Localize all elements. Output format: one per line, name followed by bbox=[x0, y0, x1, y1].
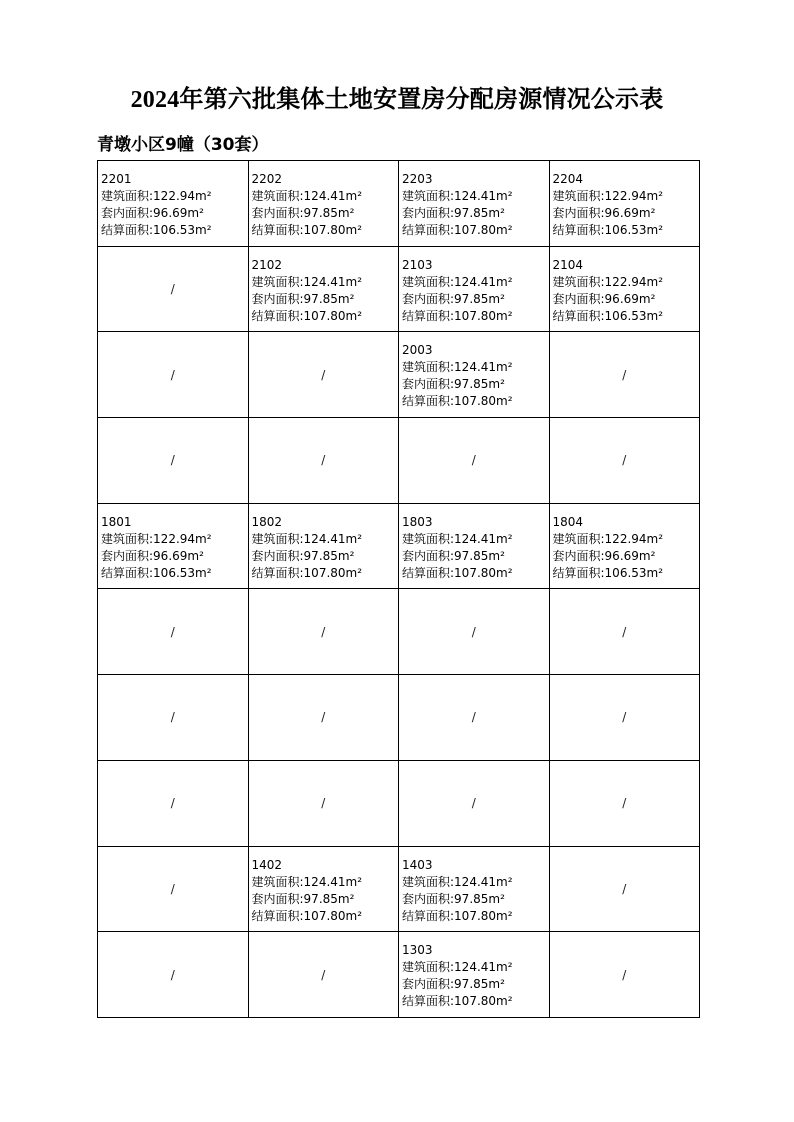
built-area: 建筑面积:122.94m² bbox=[552, 274, 664, 289]
empty-mark: / bbox=[622, 796, 627, 811]
empty-mark: / bbox=[622, 624, 627, 639]
settled-area: 结算面积:106.53m² bbox=[552, 308, 664, 323]
built-area: 建筑面积:124.41m² bbox=[402, 531, 513, 546]
empty-cell bbox=[549, 589, 700, 675]
settled-area: 结算面积:107.80m² bbox=[402, 908, 513, 923]
inner-area: 套内面积:97.85m² bbox=[251, 291, 355, 306]
empty-cell bbox=[549, 760, 700, 846]
settled-area: 结算面积:107.80m² bbox=[402, 223, 513, 237]
built-area: 建筑面积:124.41m² bbox=[402, 874, 513, 889]
empty-cell bbox=[248, 418, 399, 504]
empty-mark: / bbox=[622, 453, 627, 468]
unit-cell bbox=[549, 503, 700, 589]
inner-area: 套内面积:97.85m² bbox=[402, 548, 505, 563]
settled-area: 结算面积:107.80m² bbox=[251, 565, 363, 580]
empty-mark: / bbox=[622, 367, 627, 382]
empty-cell bbox=[248, 675, 399, 761]
table-row bbox=[98, 932, 700, 1018]
inner-area: 套内面积:97.85m² bbox=[402, 977, 505, 992]
built-area: 建筑面积:124.41m² bbox=[251, 189, 363, 203]
unit-number: 2204 bbox=[552, 172, 584, 186]
housing-allocation-table bbox=[97, 160, 700, 1018]
table-row bbox=[98, 332, 700, 418]
settled-area: 结算面积:107.80m² bbox=[402, 565, 513, 580]
inner-area: 套内面积:97.85m² bbox=[402, 206, 505, 220]
settled-area: 结算面积:107.80m² bbox=[402, 994, 513, 1009]
built-area: 建筑面积:124.41m² bbox=[251, 874, 363, 889]
empty-mark: / bbox=[622, 967, 627, 982]
unit-number: 1804 bbox=[552, 514, 584, 529]
unit-number: 2104 bbox=[552, 257, 584, 272]
inner-area: 套内面积:97.85m² bbox=[251, 891, 355, 906]
unit-cell bbox=[248, 161, 399, 247]
empty-cell bbox=[549, 932, 700, 1018]
empty-mark: / bbox=[321, 796, 326, 811]
empty-cell bbox=[549, 418, 700, 504]
unit-cell bbox=[549, 161, 700, 247]
empty-mark: / bbox=[170, 881, 175, 896]
inner-area: 套内面积:96.69m² bbox=[552, 548, 656, 563]
settled-area: 结算面积:107.80m² bbox=[251, 308, 363, 323]
inner-area: 套内面积:96.69m² bbox=[101, 548, 204, 563]
table-row bbox=[98, 418, 700, 504]
empty-cell bbox=[248, 332, 399, 418]
empty-mark: / bbox=[321, 624, 326, 639]
settled-area: 结算面积:106.53m² bbox=[101, 565, 212, 580]
inner-area: 套内面积:97.85m² bbox=[251, 206, 355, 220]
built-area: 建筑面积:122.94m² bbox=[552, 531, 664, 546]
empty-cell bbox=[549, 846, 700, 932]
built-area: 建筑面积:124.41m² bbox=[251, 531, 363, 546]
empty-mark: / bbox=[170, 624, 175, 639]
empty-mark: / bbox=[170, 453, 175, 468]
empty-mark: / bbox=[471, 796, 476, 811]
unit-cell bbox=[549, 246, 700, 332]
built-area: 建筑面积:124.41m² bbox=[251, 274, 363, 289]
empty-mark: / bbox=[622, 710, 627, 725]
unit-cell bbox=[248, 246, 399, 332]
empty-mark: / bbox=[471, 710, 476, 725]
built-area: 建筑面积:122.94m² bbox=[552, 189, 664, 203]
unit-number: 2203 bbox=[402, 172, 433, 186]
empty-cell bbox=[98, 760, 249, 846]
empty-cell bbox=[399, 418, 550, 504]
built-area: 建筑面积:122.94m² bbox=[101, 531, 212, 546]
inner-area: 套内面积:97.85m² bbox=[402, 891, 505, 906]
empty-cell bbox=[399, 675, 550, 761]
unit-number: 1303 bbox=[402, 943, 433, 958]
table-row bbox=[98, 503, 700, 589]
empty-mark: / bbox=[321, 710, 326, 725]
inner-area: 套内面积:97.85m² bbox=[251, 548, 355, 563]
empty-mark: / bbox=[471, 453, 476, 468]
unit-cell bbox=[399, 846, 550, 932]
empty-cell bbox=[248, 932, 399, 1018]
unit-cell bbox=[248, 846, 399, 932]
unit-number: 1802 bbox=[251, 514, 283, 529]
built-area: 建筑面积:124.41m² bbox=[402, 360, 513, 375]
empty-cell bbox=[98, 675, 249, 761]
built-area: 建筑面积:124.41m² bbox=[402, 960, 513, 975]
empty-cell bbox=[248, 589, 399, 675]
settled-area: 结算面积:106.53m² bbox=[552, 223, 664, 237]
empty-mark: / bbox=[321, 967, 326, 982]
settled-area: 结算面积:106.53m² bbox=[101, 223, 212, 237]
empty-cell bbox=[98, 846, 249, 932]
empty-mark: / bbox=[170, 367, 175, 382]
settled-area: 结算面积:107.80m² bbox=[402, 308, 513, 323]
table-row bbox=[98, 246, 700, 332]
unit-cell bbox=[399, 246, 550, 332]
table-row bbox=[98, 675, 700, 761]
empty-mark: / bbox=[321, 453, 326, 468]
built-area: 建筑面积:124.41m² bbox=[402, 274, 513, 289]
building-subtitle: 青墩小区9幢（30套） bbox=[97, 135, 269, 155]
unit-number: 2201 bbox=[101, 172, 132, 186]
empty-cell bbox=[98, 246, 249, 332]
table-row bbox=[98, 161, 700, 247]
empty-cell bbox=[248, 760, 399, 846]
empty-mark: / bbox=[170, 967, 175, 982]
unit-cell bbox=[399, 161, 550, 247]
empty-mark: / bbox=[170, 796, 175, 811]
inner-area: 套内面积:96.69m² bbox=[552, 206, 656, 220]
settled-area: 结算面积:106.53m² bbox=[552, 565, 664, 580]
settled-area: 结算面积:107.80m² bbox=[251, 223, 363, 237]
empty-cell bbox=[98, 418, 249, 504]
empty-cell bbox=[549, 675, 700, 761]
table-row bbox=[98, 589, 700, 675]
unit-cell bbox=[399, 332, 550, 418]
unit-number: 2102 bbox=[251, 257, 283, 272]
unit-number: 2103 bbox=[402, 257, 433, 272]
empty-mark: / bbox=[170, 282, 175, 297]
unit-number: 1403 bbox=[402, 857, 433, 872]
unit-cell bbox=[399, 503, 550, 589]
unit-number: 1803 bbox=[402, 514, 433, 529]
document-title: 2024年第六批集体土地安置房分配房源情况公示表 bbox=[130, 87, 664, 113]
unit-cell bbox=[399, 932, 550, 1018]
inner-area: 套内面积:96.69m² bbox=[101, 206, 204, 220]
empty-cell bbox=[549, 332, 700, 418]
empty-cell bbox=[98, 932, 249, 1018]
unit-number: 1402 bbox=[251, 857, 283, 872]
empty-mark: / bbox=[321, 367, 326, 382]
empty-cell bbox=[399, 760, 550, 846]
inner-area: 套内面积:97.85m² bbox=[402, 291, 505, 306]
empty-mark: / bbox=[622, 881, 627, 896]
unit-cell bbox=[98, 503, 249, 589]
unit-number: 2202 bbox=[251, 172, 283, 186]
table-row bbox=[98, 760, 700, 846]
empty-cell bbox=[98, 332, 249, 418]
unit-number: 1801 bbox=[101, 514, 132, 529]
empty-mark: / bbox=[471, 624, 476, 639]
unit-cell bbox=[248, 503, 399, 589]
unit-cell bbox=[98, 161, 249, 247]
inner-area: 套内面积:97.85m² bbox=[402, 377, 505, 392]
built-area: 建筑面积:122.94m² bbox=[101, 189, 212, 203]
unit-number: 2003 bbox=[402, 343, 433, 358]
table-body bbox=[98, 161, 700, 1018]
settled-area: 结算面积:107.80m² bbox=[251, 908, 363, 923]
built-area: 建筑面积:124.41m² bbox=[402, 189, 513, 203]
empty-mark: / bbox=[170, 710, 175, 725]
empty-cell bbox=[98, 589, 249, 675]
empty-cell bbox=[399, 589, 550, 675]
settled-area: 结算面积:107.80m² bbox=[402, 394, 513, 409]
inner-area: 套内面积:96.69m² bbox=[552, 291, 656, 306]
table-row bbox=[98, 846, 700, 932]
